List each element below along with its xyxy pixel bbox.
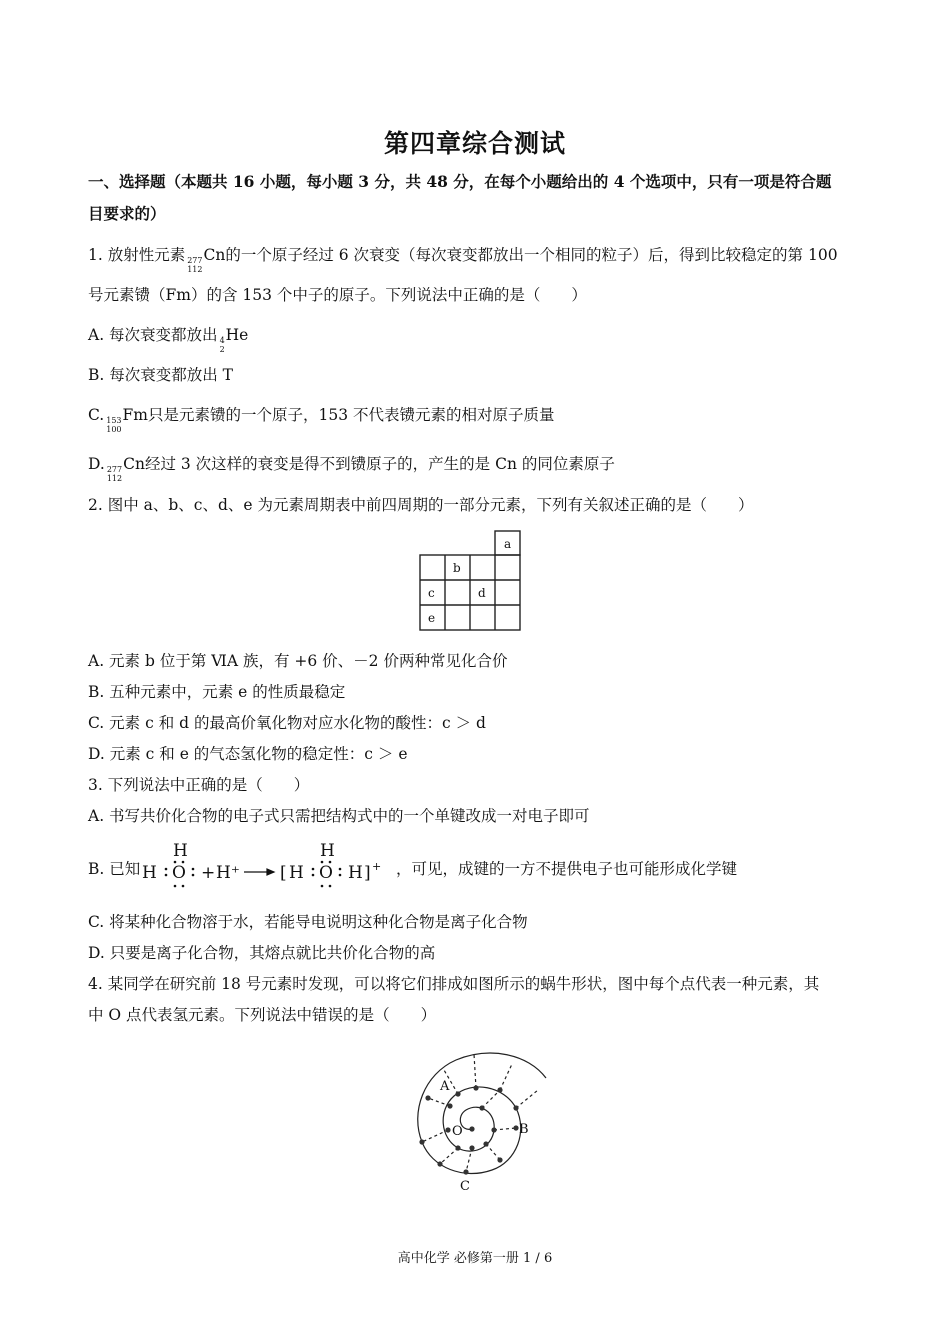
q1-option-a [88,324,868,354]
eq-h-left: H [142,863,157,883]
q1-stem-b: 的一个原子经过 6 次衰变（每次衰变都放出一个相同的粒子）后，得到比较稳定的第 100 [225,246,838,264]
q1-opt-c-label: C. [88,406,105,424]
q1-nuclide-cn2-index [107,465,122,483]
label-b: B [519,1122,529,1137]
q2-option-c: C. 元素 c 和 d 的最高价氧化物对应水化物的酸性：c ＞ d [88,714,486,732]
q2-option-a: A. 元素 b 位于第 ⅥA 族，有 +6 价、－2 价两种常见化合价 [88,652,508,670]
label-a: A [440,1079,450,1094]
eq-rbracket: ] [364,863,371,883]
he-symbol: He [225,326,249,344]
cell-label-e: e [428,611,436,625]
fm-z: 100 [106,425,122,434]
section-heading-line1: 一、选择题（本题共 16 小题，每小题 3 分，共 48 分，在每个小题给出的 4 个选项中，只有一项是符合题 [88,172,832,191]
eq-plus: + [201,863,216,883]
section-heading-line2: 目要求的） [88,204,166,223]
cn2-mass: 277 [106,465,123,474]
cell-label-a: a [504,537,512,551]
q2-option-d: D. 元素 c 和 e 的气态氢化物的稳定性：c ＞ e [88,745,408,763]
cn2-z: 112 [106,474,123,483]
cn2-symbol: Cn [123,455,145,473]
fm-symbol: Fm [122,406,148,424]
eq-lbracket: [ [280,863,287,883]
q3-option-d: D. 只要是离子化合物，其熔点就比共价化合物的高 [88,944,436,962]
q1-stem-line1 [88,244,868,274]
q3-option-c: C. 将某种化合物溶于水，若能导电说明这种化合物是离子化合物 [88,913,528,931]
label-o: O [452,1124,463,1139]
eq-h-mid: H [289,863,304,883]
q1-option-b: B. 每次衰变都放出 T [88,366,234,384]
eq-o1: O [172,863,186,883]
q1-stem-a: 1. 放射性元素 [88,246,186,264]
page-title: 第四章综合测试 [383,129,566,158]
q1-nuclide-fm-index [106,416,121,434]
q3-stem: 3. 下列说法中正确的是（ ） [88,776,310,794]
cn-z: 112 [187,265,203,274]
q3-option-b-text: ，可见，成键的一方不提供电子也可能形成化学键 [396,860,738,878]
eq-o2: O [319,863,333,883]
q1-nuclide-he-index [220,336,225,354]
periodic-table-fragment [418,530,524,632]
q3-option-b-label: B. 已知 [88,860,141,878]
fm-mass: 153 [106,416,122,425]
snail-spiral-diagram [400,1040,560,1200]
page-footer: 高中化学 必修第一册 1 / 6 [397,1251,553,1266]
cn-symbol: Cn [203,246,226,264]
eq-charge: + [372,860,382,873]
q3-option-a: A. 书写共价化合物的电子式只需把结构式中的一个单键改成一对电子即可 [88,807,590,825]
q1-option-c [88,404,868,434]
q4-stem-line2: 中 O 点代表氢元素。下列说法中错误的是（ ） [88,1006,437,1024]
q1-opt-d-text: 经过 3 次这样的衰变是得不到镄原子的，产生的是 Cn 的同位素原子 [144,455,615,473]
q1-opt-d-label: D. [88,455,105,473]
cell-label-c: c [428,586,435,600]
q2-option-b: B. 五种元素中，元素 e 的性质最稳定 [88,683,346,701]
q1-stem-line2: 号元素镄（Fm）的含 153 个中子的原子。下列说法中正确的是（ ） [88,286,587,304]
q4-stem-line1: 4. 某同学在研究前 18 号元素时发现，可以将它们排成如图所示的蜗牛形状，图中每个点代表一种元素，其 [88,975,820,993]
electron-dot-equation [140,838,390,894]
q1-opt-c-text: 只是元素镄的一个原子，153 不代表镄元素的相对原子质量 [147,406,555,424]
he-mass: 4 [219,336,225,345]
eq-h-top2: H [320,841,335,861]
cell-label-b: b [453,561,461,575]
q1-option-d [88,453,868,483]
cn-mass: 277 [187,256,203,265]
eq-h-top1: H [173,841,188,861]
eq-h-right: H [348,863,363,883]
cell-label-d: d [478,586,486,600]
eq-hplus: H⁺ [216,863,240,883]
label-c: C [460,1179,470,1194]
he-z: 2 [219,345,225,354]
spiral-path [418,1053,546,1173]
q1-opt-a-text: A. 每次衰变都放出 [88,326,218,344]
q2-stem: 2. 图中 a、b、c、d、e 为元素周期表中前四周期的一部分元素，下列有关叙述正确的是（ ） [88,496,754,514]
q1-nuclide-cn-index [187,256,202,274]
